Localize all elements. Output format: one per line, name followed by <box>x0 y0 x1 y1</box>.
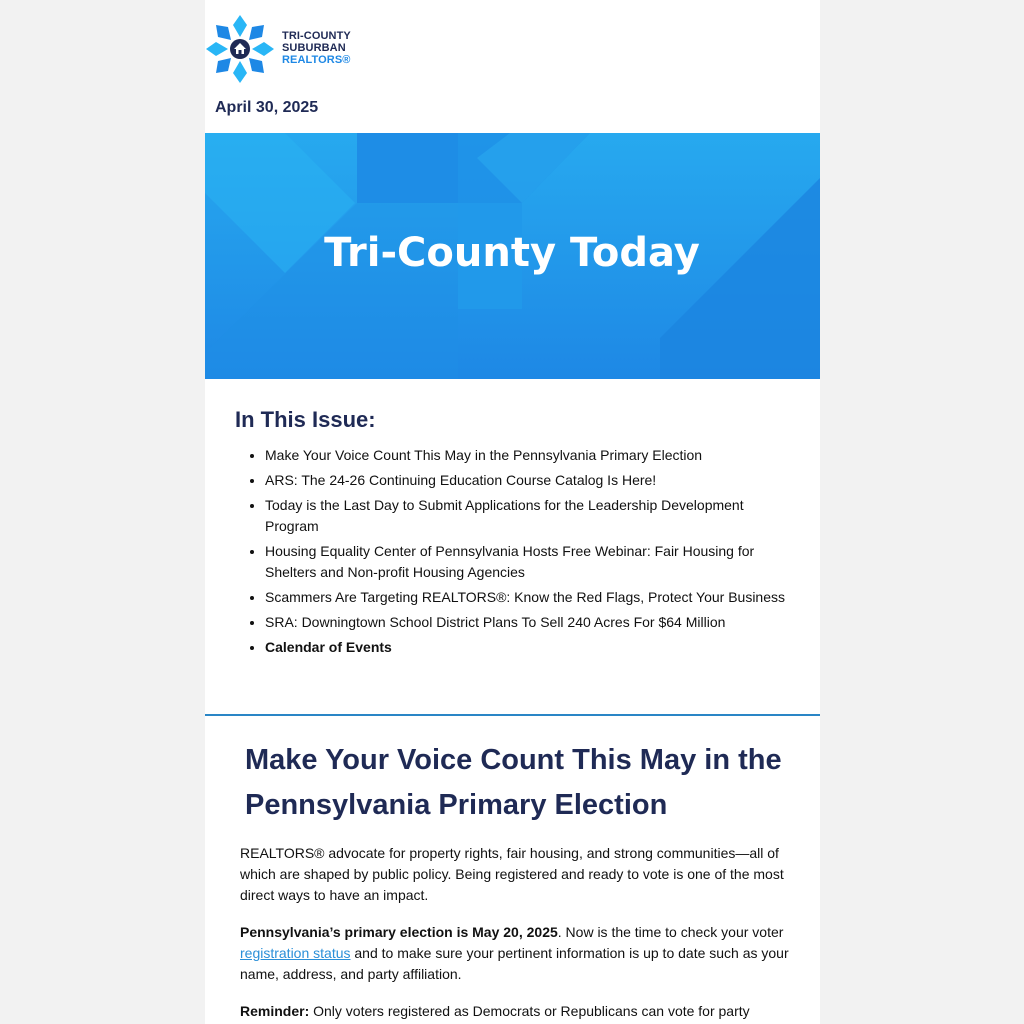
issue-item[interactable]: • Scammers Are Targeting REALTORS®: Know the Red Flags, Protect Your Business <box>265 587 785 608</box>
reminder-label: Reminder: <box>240 1003 310 1019</box>
logo-wordmark <box>282 30 351 66</box>
primary-date-text: Pennsylvania’s primary election is May 20, 2025 <box>240 924 558 940</box>
article-paragraph-1: REALTORS® advocate for property rights, fair housing, and strong communities—all of which are shaped by public policy. Being registered and ready to vote is one of the most direct ways to have an impact. <box>240 845 784 903</box>
issue-item[interactable]: • ARS: The 24-26 Continuing Education Course Catalog Is Here! <box>265 470 785 491</box>
banner-title: Tri-County Today <box>324 230 700 276</box>
registration-status-link[interactable]: registration status <box>240 945 351 961</box>
article-paragraph-3 <box>240 1001 810 1022</box>
issue-item[interactable]: • SRA: Downingtown School District Plans To Sell 240 Acres For $64 Million <box>265 612 785 633</box>
issue-item[interactable]: • Today is the Last Day to Submit Applications for the Leadership Development Program <box>265 495 785 537</box>
issue-heading: In This Issue: <box>235 407 376 432</box>
logo-line-2: SUBURBAN <box>282 42 346 54</box>
paragraph-2-text-b: and to make sure your pertinent information is up to date such as your name, address, and party affiliation. <box>240 945 789 982</box>
paragraph-2-text-a: . Now is the time to check your voter <box>557 924 784 940</box>
newsletter-page <box>205 0 820 1024</box>
issue-list <box>235 445 785 662</box>
issue-item[interactable]: • Housing Equality Center of Pennsylvania Hosts Free Webinar: Fair Housing for Shelters and Non-profit Housing Agencies <box>265 541 785 583</box>
snowflake-logo-icon <box>205 14 275 84</box>
header <box>205 0 820 133</box>
article-paragraph-2 <box>240 922 810 985</box>
logo-line-1: TRI-COUNTY <box>282 30 351 42</box>
banner-image <box>205 133 820 379</box>
issue-date: April 30, 2025 <box>215 99 319 116</box>
issue-item-calendar[interactable]: • Calendar of Events <box>265 637 785 658</box>
reminder-text: Only voters registered as Democrats or Republicans can vote for party <box>309 1003 750 1019</box>
issue-item[interactable]: • Make Your Voice Count This May in the Pennsylvania Primary Election <box>265 445 785 466</box>
logo-line-3: REALTORS® <box>282 54 351 66</box>
section-divider <box>205 714 820 716</box>
article-title: Make Your Voice Count This May in the Pennsylvania Primary Election <box>245 744 782 821</box>
